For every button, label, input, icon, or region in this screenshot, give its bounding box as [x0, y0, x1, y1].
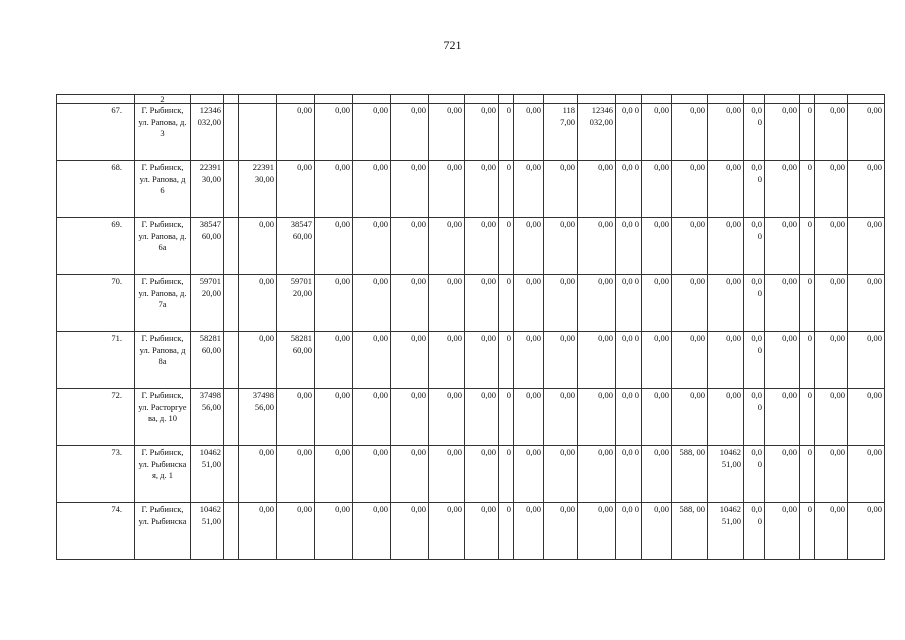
value-cell: 0,00 — [277, 389, 315, 446]
empty-cell — [224, 218, 239, 275]
value-cell — [578, 95, 616, 104]
value-cell — [429, 95, 465, 104]
value-cell — [277, 95, 315, 104]
value-cell: 0,00 — [708, 161, 744, 218]
value-cell: 0,0 0 — [744, 503, 765, 560]
value-cell: 0,00 — [672, 218, 708, 275]
row-number-cell: 74. — [57, 503, 135, 560]
table-row — [57, 446, 885, 503]
value-cell: 0,00 — [353, 446, 391, 503]
value-cell: 0 — [499, 275, 514, 332]
value-cell: 0 — [800, 503, 815, 560]
address-cell: Г. Рыбинск, ул. Рапова, д. 3 — [135, 104, 191, 161]
value-cell: 0,00 — [815, 332, 848, 389]
value-cell: 0,00 — [514, 104, 544, 161]
value-cell: 0,00 — [848, 104, 885, 161]
value-cell: 0,00 — [465, 332, 499, 389]
value-cell: 0,00 — [544, 161, 578, 218]
continuation-row — [57, 95, 885, 104]
value-cell — [239, 104, 277, 161]
value-cell: 0,00 — [315, 332, 353, 389]
value-cell: 0,00 — [765, 275, 800, 332]
value-cell: 0,00 — [544, 389, 578, 446]
value-cell: 0,00 — [514, 332, 544, 389]
value-cell: 0,00 — [239, 332, 277, 389]
value-cell: 0,00 — [848, 275, 885, 332]
value-cell: 0,00 — [578, 389, 616, 446]
value-cell: 0 — [499, 503, 514, 560]
value-cell: 0,0 0 — [744, 161, 765, 218]
value-cell: 58281 60,00 — [191, 332, 224, 389]
value-cell: 0,00 — [391, 389, 429, 446]
value-cell: 0,00 — [578, 503, 616, 560]
value-cell: 0,00 — [848, 161, 885, 218]
value-cell: 59701 20,00 — [277, 275, 315, 332]
value-cell: 0,0 0 — [744, 104, 765, 161]
empty-cell — [224, 332, 239, 389]
empty-cell — [224, 275, 239, 332]
value-cell: 22391 30,00 — [191, 161, 224, 218]
value-cell: 0,00 — [544, 218, 578, 275]
value-cell: 0,00 — [765, 161, 800, 218]
table-row — [57, 332, 885, 389]
value-cell: 0,00 — [642, 275, 672, 332]
value-cell: 0,00 — [514, 503, 544, 560]
value-cell: 0 — [800, 104, 815, 161]
address-cell: Г. Рыбинск, ул. Рапова, д. 7а — [135, 275, 191, 332]
value-cell — [315, 95, 353, 104]
table-row — [57, 161, 885, 218]
value-cell: 10462 51,00 — [708, 503, 744, 560]
value-cell: 0,00 — [239, 275, 277, 332]
value-cell: 0,00 — [465, 218, 499, 275]
value-cell: 0,00 — [315, 161, 353, 218]
value-cell: 0,00 — [544, 446, 578, 503]
value-cell: 0,00 — [848, 503, 885, 560]
value-cell: 0,00 — [514, 275, 544, 332]
address-cell: Г. Рыбинск, ул. Рапова, д. 6а — [135, 218, 191, 275]
value-cell: 0,00 — [277, 104, 315, 161]
value-cell: 0,00 — [315, 503, 353, 560]
row-number-cell — [57, 95, 135, 104]
value-cell: 0,00 — [708, 104, 744, 161]
empty-cell — [224, 161, 239, 218]
value-cell: 0,00 — [765, 104, 800, 161]
value-cell: 0,00 — [642, 389, 672, 446]
value-cell: 118 7,00 — [544, 104, 578, 161]
value-cell: 0,0 0 — [744, 446, 765, 503]
value-cell: 0,00 — [315, 218, 353, 275]
address-cell: Г. Рыбинск, ул. Рыбинска я, д. 1 — [135, 446, 191, 503]
value-cell: 0 — [800, 332, 815, 389]
value-cell: 59701 20,00 — [191, 275, 224, 332]
value-cell: 588, 00 — [672, 503, 708, 560]
value-cell: 0,0 0 — [616, 218, 642, 275]
value-cell: 10462 51,00 — [708, 446, 744, 503]
value-cell: 0,00 — [277, 446, 315, 503]
value-cell: 0,00 — [765, 446, 800, 503]
row-number-cell: 69. — [57, 218, 135, 275]
value-cell: 38547 60,00 — [191, 218, 224, 275]
value-cell — [499, 95, 514, 104]
value-cell: 0,0 0 — [616, 161, 642, 218]
value-cell: 0,00 — [465, 446, 499, 503]
budget-table — [56, 94, 885, 560]
value-cell: 0,00 — [672, 389, 708, 446]
value-cell: 0,00 — [391, 104, 429, 161]
value-cell: 0 — [499, 332, 514, 389]
value-cell: 0,00 — [391, 332, 429, 389]
value-cell: 0,00 — [465, 161, 499, 218]
value-cell — [672, 95, 708, 104]
value-cell: 0,00 — [642, 503, 672, 560]
value-cell: 10462 51,00 — [191, 446, 224, 503]
value-cell: 0,00 — [642, 104, 672, 161]
page-number: 721 — [443, 38, 462, 52]
value-cell: 58281 60,00 — [277, 332, 315, 389]
empty-cell — [224, 503, 239, 560]
value-cell: 0,00 — [514, 446, 544, 503]
value-cell: 0,00 — [277, 161, 315, 218]
value-cell: 0,00 — [353, 218, 391, 275]
value-cell: 0,00 — [429, 332, 465, 389]
table-row — [57, 104, 885, 161]
value-cell: 37498 56,00 — [239, 389, 277, 446]
row-number-cell: 68. — [57, 161, 135, 218]
value-cell: 0,00 — [578, 446, 616, 503]
value-cell: 0,00 — [672, 104, 708, 161]
value-cell — [544, 95, 578, 104]
value-cell: 12346 032,00 — [191, 104, 224, 161]
value-cell: 0,00 — [672, 275, 708, 332]
value-cell: 0,00 — [815, 503, 848, 560]
value-cell: 0,00 — [544, 503, 578, 560]
value-cell: 0,00 — [642, 218, 672, 275]
value-cell: 0,00 — [815, 389, 848, 446]
empty-cell — [224, 446, 239, 503]
value-cell: 0,00 — [429, 503, 465, 560]
value-cell: 0 — [800, 446, 815, 503]
value-cell: 0,0 0 — [744, 275, 765, 332]
empty-cell — [224, 104, 239, 161]
value-cell — [800, 95, 815, 104]
value-cell — [642, 95, 672, 104]
value-cell: 0,00 — [708, 218, 744, 275]
value-cell: 0,00 — [708, 275, 744, 332]
value-cell — [708, 95, 744, 104]
value-cell: 0,0 0 — [616, 503, 642, 560]
value-cell: 0 — [499, 161, 514, 218]
value-cell: 0,00 — [642, 446, 672, 503]
value-cell: 0,00 — [353, 503, 391, 560]
value-cell: 0,00 — [315, 104, 353, 161]
value-cell — [848, 95, 885, 104]
value-cell: 0,00 — [544, 275, 578, 332]
value-cell: 0,00 — [277, 503, 315, 560]
value-cell — [815, 95, 848, 104]
value-cell: 0,00 — [642, 332, 672, 389]
value-cell: 0,0 0 — [616, 275, 642, 332]
value-cell: 22391 30,00 — [239, 161, 277, 218]
value-cell: 12346 032,00 — [578, 104, 616, 161]
value-cell: 0,00 — [544, 332, 578, 389]
value-cell — [239, 95, 277, 104]
value-cell: 0,00 — [391, 275, 429, 332]
value-cell — [514, 95, 544, 104]
value-cell: 0 — [499, 218, 514, 275]
value-cell: 0,00 — [514, 161, 544, 218]
value-cell: 0 — [800, 161, 815, 218]
value-cell: 0,00 — [672, 332, 708, 389]
value-cell: 0,00 — [514, 389, 544, 446]
value-cell: 10462 51,00 — [191, 503, 224, 560]
value-cell: 0,00 — [239, 218, 277, 275]
value-cell: 0,00 — [391, 503, 429, 560]
value-cell — [744, 95, 765, 104]
value-cell: 0,00 — [391, 446, 429, 503]
table-row — [57, 389, 885, 446]
value-cell: 0,00 — [429, 104, 465, 161]
row-number-cell: 72. — [57, 389, 135, 446]
value-cell: 0 — [800, 389, 815, 446]
table-row — [57, 218, 885, 275]
value-cell — [465, 95, 499, 104]
value-cell: 0,00 — [578, 275, 616, 332]
value-cell: 0,00 — [815, 104, 848, 161]
row-number-cell: 70. — [57, 275, 135, 332]
table-row — [57, 275, 885, 332]
row-number-cell: 71. — [57, 332, 135, 389]
value-cell: 0,00 — [353, 275, 391, 332]
value-cell: 0,00 — [353, 161, 391, 218]
value-cell: 38547 60,00 — [277, 218, 315, 275]
value-cell: 0,00 — [672, 161, 708, 218]
value-cell: 0,00 — [391, 161, 429, 218]
value-cell: 0,00 — [429, 275, 465, 332]
value-cell: 0,00 — [429, 218, 465, 275]
value-cell: 0,0 0 — [616, 446, 642, 503]
value-cell: 0,0 0 — [616, 332, 642, 389]
value-cell: 0,00 — [465, 104, 499, 161]
value-cell — [224, 95, 239, 104]
value-cell — [353, 95, 391, 104]
value-cell: 0,00 — [429, 389, 465, 446]
value-cell: 0,00 — [848, 446, 885, 503]
value-cell: 0,00 — [239, 503, 277, 560]
value-cell: 0,0 0 — [616, 104, 642, 161]
value-cell: 0,00 — [578, 161, 616, 218]
value-cell: 0,00 — [578, 218, 616, 275]
value-cell: 0,00 — [315, 275, 353, 332]
value-cell: 0,00 — [315, 389, 353, 446]
value-cell: 0,00 — [765, 389, 800, 446]
value-cell: 0,00 — [353, 332, 391, 389]
row-number-cell: 73. — [57, 446, 135, 503]
table-row — [57, 503, 885, 560]
value-cell: 0,00 — [642, 161, 672, 218]
value-cell: 0,00 — [708, 332, 744, 389]
value-cell: 0,0 0 — [616, 389, 642, 446]
value-cell: 0 — [499, 389, 514, 446]
value-cell: 0,0 0 — [744, 389, 765, 446]
address-cell: Г. Рыбинск, ул. Рапова, д 8а — [135, 332, 191, 389]
value-cell: 0,0 0 — [744, 218, 765, 275]
value-cell: 0,00 — [465, 503, 499, 560]
value-cell — [191, 95, 224, 104]
value-cell: 0,00 — [765, 218, 800, 275]
value-cell: 0,00 — [765, 332, 800, 389]
value-cell: 0,00 — [465, 389, 499, 446]
value-cell: 0,00 — [848, 389, 885, 446]
value-cell: 0,0 0 — [744, 332, 765, 389]
value-cell: 0,00 — [765, 503, 800, 560]
value-cell: 0,00 — [391, 218, 429, 275]
value-cell: 0 — [499, 446, 514, 503]
address-cell: Г. Рыбинск, ул. Расторгуе ва, д. 10 — [135, 389, 191, 446]
value-cell: 0,00 — [315, 446, 353, 503]
value-cell: 0,00 — [578, 332, 616, 389]
row-number-cell: 67. — [57, 104, 135, 161]
address-cell: Г. Рыбинск, ул. Рыбинска — [135, 503, 191, 560]
value-cell: 0,00 — [429, 446, 465, 503]
address-cell: Г. Рыбинск, ул. Рапова, д 6 — [135, 161, 191, 218]
value-cell: 0,00 — [239, 446, 277, 503]
value-cell: 0,00 — [465, 275, 499, 332]
value-cell: 0 — [499, 104, 514, 161]
value-cell: 0,00 — [708, 389, 744, 446]
value-cell: 0,00 — [353, 104, 391, 161]
value-cell: 0,00 — [848, 332, 885, 389]
value-cell — [616, 95, 642, 104]
value-cell — [391, 95, 429, 104]
value-cell: 0,00 — [815, 218, 848, 275]
value-cell: 0 — [800, 275, 815, 332]
value-cell: 0,00 — [815, 275, 848, 332]
empty-cell — [224, 389, 239, 446]
value-cell: 0 — [800, 218, 815, 275]
value-cell: 0,00 — [514, 218, 544, 275]
value-cell: 37498 56,00 — [191, 389, 224, 446]
value-cell — [765, 95, 800, 104]
value-cell: 0,00 — [815, 161, 848, 218]
value-cell: 588, 00 — [672, 446, 708, 503]
value-cell: 0,00 — [429, 161, 465, 218]
value-cell: 0,00 — [848, 218, 885, 275]
value-cell: 0,00 — [353, 389, 391, 446]
address-cell: 2 — [135, 95, 191, 104]
value-cell: 0,00 — [815, 446, 848, 503]
